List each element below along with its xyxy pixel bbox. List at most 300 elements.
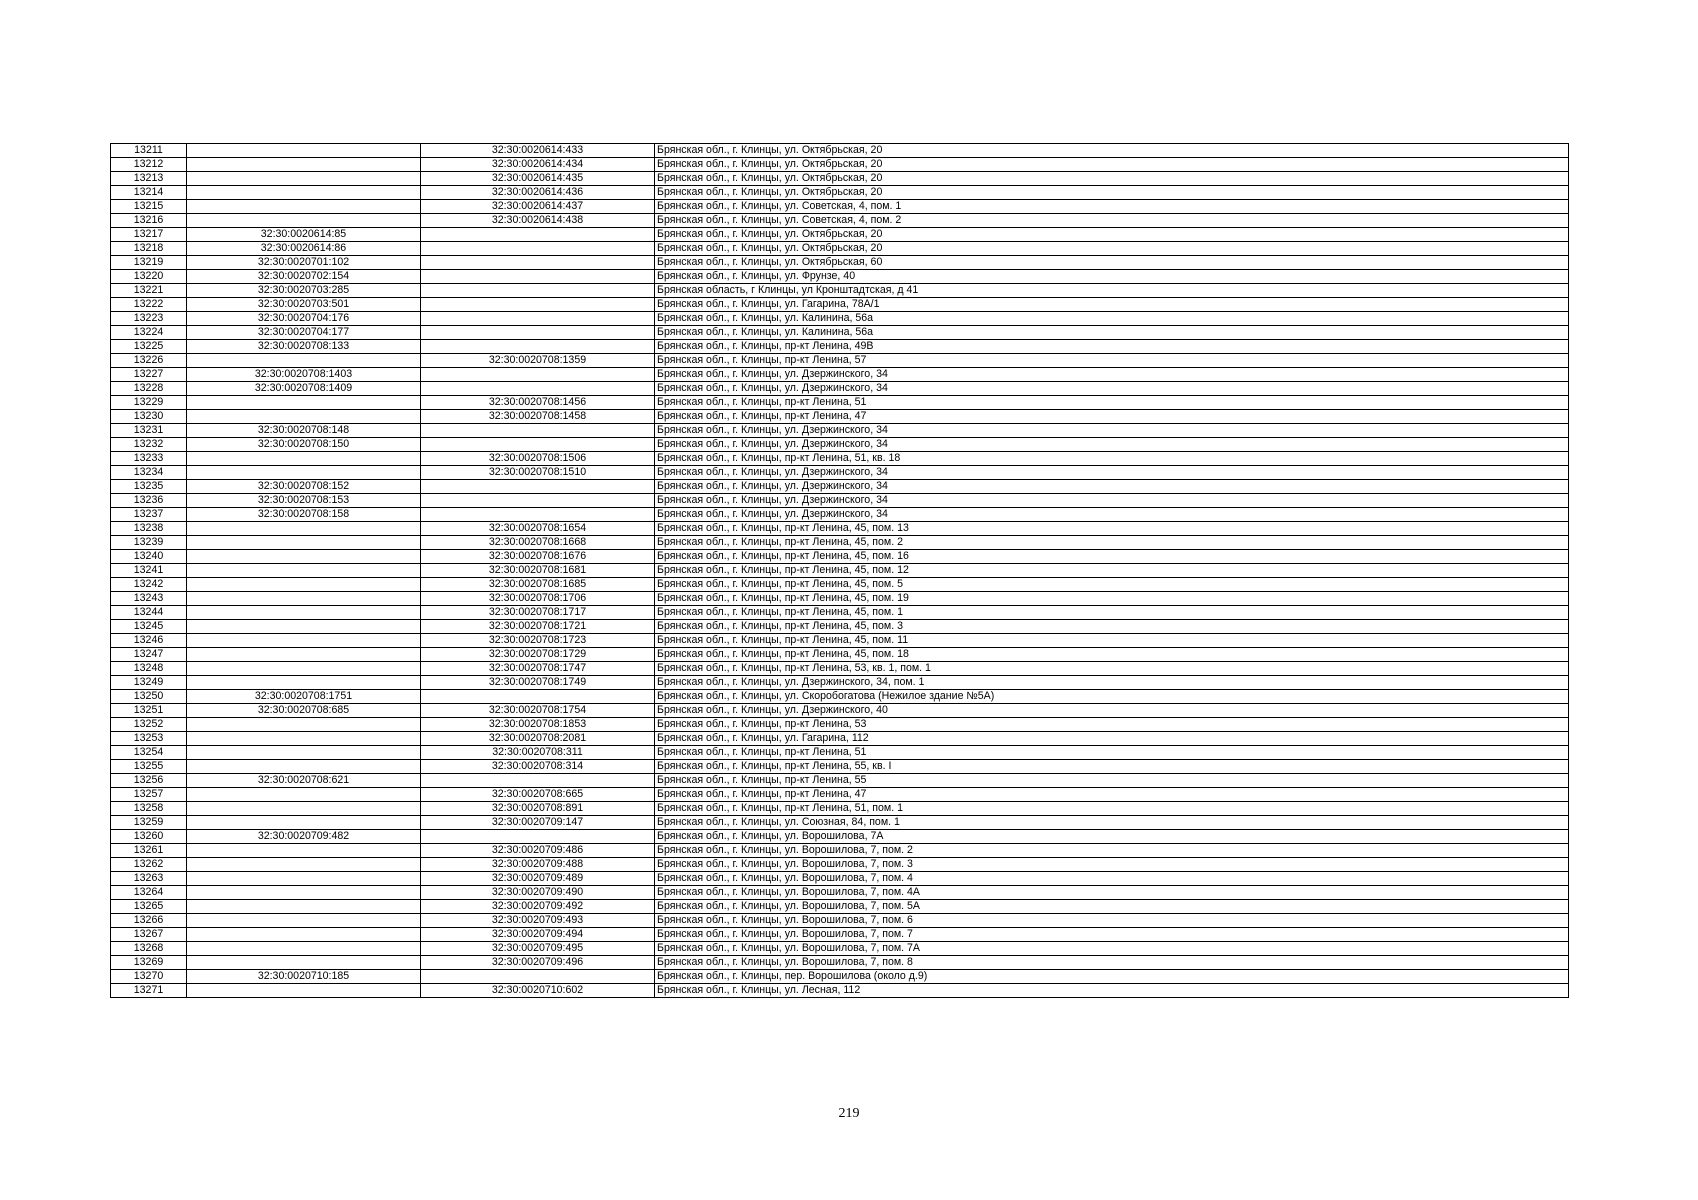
row-number-cell: 13230 — [111, 410, 187, 424]
row-number-cell: 13240 — [111, 550, 187, 564]
row-number-cell: 13233 — [111, 452, 187, 466]
address-cell: Брянская обл., г. Клинцы, ул. Дзержинского, 34 — [655, 438, 1569, 452]
table-row — [111, 144, 1569, 158]
registry-table — [110, 143, 1569, 998]
row-number-cell: 13219 — [111, 256, 187, 270]
cadastral-number-cell: 32:30:0020708:1409 — [187, 382, 421, 396]
table-row — [111, 522, 1569, 536]
cadastral-number-cell: 32:30:0020708:153 — [187, 494, 421, 508]
cadastral-number-cell — [187, 676, 421, 690]
address-cell: Брянская обл., г. Клинцы, пр-кт Ленина, 49В — [655, 340, 1569, 354]
address-cell: Брянская обл., г. Клинцы, ул. Калинина, 56а — [655, 326, 1569, 340]
cadastral-number-cell — [187, 158, 421, 172]
cadastral-number-cell — [187, 172, 421, 186]
row-number-cell: 13266 — [111, 914, 187, 928]
table-row — [111, 410, 1569, 424]
cadastral-number-alt-cell: 32:30:0020708:1717 — [421, 606, 655, 620]
address-cell: Брянская обл., г. Клинцы, пр-кт Ленина, 45, пом. 19 — [655, 592, 1569, 606]
table-row — [111, 172, 1569, 186]
cadastral-number-alt-cell: 32:30:0020709:495 — [421, 942, 655, 956]
address-cell: Брянская обл., г. Клинцы, пер. Ворошилова (около д.9) — [655, 970, 1569, 984]
address-cell: Брянская обл., г. Клинцы, ул. Дзержинского, 40 — [655, 704, 1569, 718]
table-row — [111, 438, 1569, 452]
table-row — [111, 312, 1569, 326]
cadastral-number-alt-cell: 32:30:0020708:1706 — [421, 592, 655, 606]
row-number-cell: 13235 — [111, 480, 187, 494]
cadastral-number-alt-cell — [421, 256, 655, 270]
cadastral-number-cell — [187, 914, 421, 928]
cadastral-number-cell — [187, 788, 421, 802]
row-number-cell: 13229 — [111, 396, 187, 410]
cadastral-number-cell: 32:30:0020704:176 — [187, 312, 421, 326]
row-number-cell: 13244 — [111, 606, 187, 620]
cadastral-number-cell: 32:30:0020708:685 — [187, 704, 421, 718]
cadastral-number-cell: 32:30:0020704:177 — [187, 326, 421, 340]
address-cell: Брянская обл., г. Клинцы, пр-кт Ленина, 45, пом. 18 — [655, 648, 1569, 662]
cadastral-number-alt-cell — [421, 312, 655, 326]
row-number-cell: 13220 — [111, 270, 187, 284]
cadastral-number-cell — [187, 760, 421, 774]
address-cell: Брянская обл., г. Клинцы, ул. Ворошилова, 7, пом. 3 — [655, 858, 1569, 872]
cadastral-number-cell — [187, 452, 421, 466]
row-number-cell: 13245 — [111, 620, 187, 634]
table-row — [111, 298, 1569, 312]
cadastral-number-alt-cell — [421, 242, 655, 256]
table-row — [111, 592, 1569, 606]
row-number-cell: 13239 — [111, 536, 187, 550]
cadastral-number-cell — [187, 662, 421, 676]
cadastral-number-alt-cell: 32:30:0020710:602 — [421, 984, 655, 998]
cadastral-number-cell: 32:30:0020708:621 — [187, 774, 421, 788]
cadastral-number-cell — [187, 718, 421, 732]
cadastral-number-alt-cell: 32:30:0020614:433 — [421, 144, 655, 158]
address-cell: Брянская обл., г. Клинцы, пр-кт Ленина, 45, пом. 16 — [655, 550, 1569, 564]
address-cell: Брянская обл., г. Клинцы, ул. Октябрьская, 20 — [655, 228, 1569, 242]
cadastral-number-cell: 32:30:0020708:158 — [187, 508, 421, 522]
address-cell: Брянская обл., г. Клинцы, ул. Фрунзе, 40 — [655, 270, 1569, 284]
cadastral-number-alt-cell: 32:30:0020708:1359 — [421, 354, 655, 368]
cadastral-number-cell — [187, 144, 421, 158]
table-row — [111, 886, 1569, 900]
cadastral-number-alt-cell — [421, 340, 655, 354]
table-row — [111, 760, 1569, 774]
row-number-cell: 13213 — [111, 172, 187, 186]
row-number-cell: 13221 — [111, 284, 187, 298]
cadastral-number-alt-cell — [421, 326, 655, 340]
address-cell: Брянская обл., г. Клинцы, ул. Ворошилова, 7, пом. 7А — [655, 942, 1569, 956]
table-row — [111, 816, 1569, 830]
page-number: 219 — [838, 1106, 860, 1121]
cadastral-number-alt-cell: 32:30:0020708:1747 — [421, 662, 655, 676]
row-number-cell: 13241 — [111, 564, 187, 578]
cadastral-number-cell — [187, 564, 421, 578]
cadastral-number-cell: 32:30:0020614:85 — [187, 228, 421, 242]
cadastral-number-cell: 32:30:0020708:1751 — [187, 690, 421, 704]
cadastral-number-cell — [187, 942, 421, 956]
cadastral-number-alt-cell — [421, 284, 655, 298]
address-cell: Брянская обл., г. Клинцы, пр-кт Ленина, 47 — [655, 410, 1569, 424]
cadastral-number-alt-cell: 32:30:0020614:437 — [421, 200, 655, 214]
cadastral-number-alt-cell — [421, 228, 655, 242]
row-number-cell: 13238 — [111, 522, 187, 536]
table-row — [111, 256, 1569, 270]
row-number-cell: 13265 — [111, 900, 187, 914]
address-cell: Брянская обл., г. Клинцы, пр-кт Ленина, 51, кв. 18 — [655, 452, 1569, 466]
cadastral-number-alt-cell: 32:30:0020708:1506 — [421, 452, 655, 466]
address-cell: Брянская обл., г. Клинцы, ул. Дзержинского, 34 — [655, 480, 1569, 494]
cadastral-number-alt-cell: 32:30:0020708:1510 — [421, 466, 655, 480]
address-cell: Брянская обл., г. Клинцы, ул. Ворошилова, 7А — [655, 830, 1569, 844]
cadastral-number-cell — [187, 928, 421, 942]
address-cell: Брянская обл., г. Клинцы, ул. Октябрьская, 20 — [655, 242, 1569, 256]
row-number-cell: 13237 — [111, 508, 187, 522]
cadastral-number-alt-cell: 32:30:0020614:438 — [421, 214, 655, 228]
address-cell: Брянская обл., г. Клинцы, ул. Дзержинского, 34 — [655, 466, 1569, 480]
cadastral-number-alt-cell: 32:30:0020614:436 — [421, 186, 655, 200]
cadastral-number-alt-cell — [421, 270, 655, 284]
row-number-cell: 13271 — [111, 984, 187, 998]
address-cell: Брянская обл., г. Клинцы, ул. Гагарина, 78А/1 — [655, 298, 1569, 312]
address-cell: Брянская обл., г. Клинцы, ул. Дзержинского, 34 — [655, 508, 1569, 522]
address-cell: Брянская обл., г. Клинцы, ул. Ворошилова, 7, пом. 6 — [655, 914, 1569, 928]
table-row — [111, 186, 1569, 200]
cadastral-number-alt-cell — [421, 438, 655, 452]
cadastral-number-cell — [187, 186, 421, 200]
address-cell: Брянская обл., г. Клинцы, ул. Ворошилова, 7, пом. 4 — [655, 872, 1569, 886]
address-cell: Брянская обл., г. Клинцы, ул. Лесная, 112 — [655, 984, 1569, 998]
table-row — [111, 536, 1569, 550]
row-number-cell: 13232 — [111, 438, 187, 452]
cadastral-number-cell — [187, 816, 421, 830]
address-cell: Брянская обл., г. Клинцы, ул. Советская, 4, пом. 1 — [655, 200, 1569, 214]
cadastral-number-alt-cell: 32:30:0020708:665 — [421, 788, 655, 802]
table-row — [111, 452, 1569, 466]
table-row — [111, 662, 1569, 676]
table-row — [111, 466, 1569, 480]
cadastral-number-cell: 32:30:0020708:148 — [187, 424, 421, 438]
table-row — [111, 844, 1569, 858]
row-number-cell: 13256 — [111, 774, 187, 788]
row-number-cell: 13228 — [111, 382, 187, 396]
row-number-cell: 13247 — [111, 648, 187, 662]
table-row — [111, 732, 1569, 746]
row-number-cell: 13251 — [111, 704, 187, 718]
address-cell: Брянская обл., г. Клинцы, ул. Дзержинского, 34 — [655, 382, 1569, 396]
cadastral-number-alt-cell: 32:30:0020709:147 — [421, 816, 655, 830]
cadastral-number-alt-cell — [421, 774, 655, 788]
row-number-cell: 13263 — [111, 872, 187, 886]
row-number-cell: 13261 — [111, 844, 187, 858]
row-number-cell: 13222 — [111, 298, 187, 312]
cadastral-number-alt-cell: 32:30:0020708:1456 — [421, 396, 655, 410]
cadastral-number-cell: 32:30:0020708:1403 — [187, 368, 421, 382]
table-row — [111, 578, 1569, 592]
cadastral-number-cell — [187, 214, 421, 228]
address-cell: Брянская обл., г. Клинцы, ул. Скоробогатова (Нежилое здание №5А) — [655, 690, 1569, 704]
cadastral-number-cell — [187, 732, 421, 746]
address-cell: Брянская обл., г. Клинцы, ул. Гагарина, 112 — [655, 732, 1569, 746]
row-number-cell: 13250 — [111, 690, 187, 704]
cadastral-number-cell: 32:30:0020710:185 — [187, 970, 421, 984]
address-cell: Брянская обл., г. Клинцы, пр-кт Ленина, 45, пом. 1 — [655, 606, 1569, 620]
table-row — [111, 788, 1569, 802]
table-row — [111, 396, 1569, 410]
table-row — [111, 900, 1569, 914]
table-row — [111, 956, 1569, 970]
row-number-cell: 13217 — [111, 228, 187, 242]
table-row — [111, 550, 1569, 564]
cadastral-number-cell — [187, 886, 421, 900]
table-row — [111, 480, 1569, 494]
row-number-cell: 13223 — [111, 312, 187, 326]
cadastral-number-alt-cell: 32:30:0020708:1676 — [421, 550, 655, 564]
address-cell: Брянская обл., г. Клинцы, ул. Союзная, 84, пом. 1 — [655, 816, 1569, 830]
cadastral-number-alt-cell: 32:30:0020708:1721 — [421, 620, 655, 634]
cadastral-number-alt-cell: 32:30:0020708:1458 — [421, 410, 655, 424]
row-number-cell: 13248 — [111, 662, 187, 676]
cadastral-number-alt-cell: 32:30:0020708:314 — [421, 760, 655, 774]
address-cell: Брянская обл., г. Клинцы, ул. Калинина, 56а — [655, 312, 1569, 326]
table-row — [111, 564, 1569, 578]
cadastral-number-alt-cell: 32:30:0020708:891 — [421, 802, 655, 816]
row-number-cell: 13212 — [111, 158, 187, 172]
cadastral-number-cell — [187, 536, 421, 550]
address-cell: Брянская обл., г. Клинцы, ул. Октябрьская, 20 — [655, 158, 1569, 172]
cadastral-number-alt-cell: 32:30:0020708:1681 — [421, 564, 655, 578]
table-row — [111, 746, 1569, 760]
table-row — [111, 158, 1569, 172]
row-number-cell: 13224 — [111, 326, 187, 340]
table-row — [111, 802, 1569, 816]
table-row — [111, 354, 1569, 368]
cadastral-number-cell — [187, 844, 421, 858]
cadastral-number-alt-cell: 32:30:0020709:486 — [421, 844, 655, 858]
cadastral-number-cell — [187, 522, 421, 536]
table-row — [111, 382, 1569, 396]
cadastral-number-alt-cell — [421, 368, 655, 382]
row-number-cell: 13227 — [111, 368, 187, 382]
table-row — [111, 368, 1569, 382]
address-cell: Брянская обл., г. Клинцы, ул. Ворошилова, 7, пом. 2 — [655, 844, 1569, 858]
table-row — [111, 634, 1569, 648]
cadastral-number-cell — [187, 606, 421, 620]
row-number-cell: 13268 — [111, 942, 187, 956]
cadastral-number-cell: 32:30:0020614:86 — [187, 242, 421, 256]
table-row — [111, 872, 1569, 886]
row-number-cell: 13252 — [111, 718, 187, 732]
address-cell: Брянская область, г Клинцы, ул Кронштадтская, д 41 — [655, 284, 1569, 298]
row-number-cell: 13216 — [111, 214, 187, 228]
cadastral-number-cell: 32:30:0020708:133 — [187, 340, 421, 354]
table-row — [111, 228, 1569, 242]
table-row — [111, 718, 1569, 732]
table-row — [111, 942, 1569, 956]
row-number-cell: 13267 — [111, 928, 187, 942]
table-row — [111, 830, 1569, 844]
table-row — [111, 242, 1569, 256]
cadastral-number-alt-cell: 32:30:0020709:494 — [421, 928, 655, 942]
row-number-cell: 13246 — [111, 634, 187, 648]
cadastral-number-alt-cell: 32:30:0020614:434 — [421, 158, 655, 172]
cadastral-number-alt-cell — [421, 382, 655, 396]
row-number-cell: 13255 — [111, 760, 187, 774]
address-cell: Брянская обл., г. Клинцы, ул. Ворошилова, 7, пом. 4А — [655, 886, 1569, 900]
cadastral-number-alt-cell: 32:30:0020709:490 — [421, 886, 655, 900]
cadastral-number-cell: 32:30:0020702:154 — [187, 270, 421, 284]
row-number-cell: 13231 — [111, 424, 187, 438]
table-row — [111, 200, 1569, 214]
address-cell: Брянская обл., г. Клинцы, пр-кт Ленина, 45, пом. 3 — [655, 620, 1569, 634]
address-cell: Брянская обл., г. Клинцы, пр-кт Ленина, 47 — [655, 788, 1569, 802]
table-row — [111, 914, 1569, 928]
row-number-cell: 13258 — [111, 802, 187, 816]
address-cell: Брянская обл., г. Клинцы, ул. Дзержинского, 34 — [655, 368, 1569, 382]
address-cell: Брянская обл., г. Клинцы, ул. Дзержинского, 34, пом. 1 — [655, 676, 1569, 690]
cadastral-number-alt-cell: 32:30:0020709:488 — [421, 858, 655, 872]
row-number-cell: 13226 — [111, 354, 187, 368]
table-row — [111, 606, 1569, 620]
cadastral-number-alt-cell: 32:30:0020708:1729 — [421, 648, 655, 662]
table-row — [111, 858, 1569, 872]
address-cell: Брянская обл., г. Клинцы, ул. Ворошилова, 7, пом. 5А — [655, 900, 1569, 914]
cadastral-number-alt-cell — [421, 690, 655, 704]
cadastral-number-alt-cell: 32:30:0020708:1749 — [421, 676, 655, 690]
cadastral-number-cell — [187, 648, 421, 662]
cadastral-number-cell — [187, 620, 421, 634]
address-cell: Брянская обл., г. Клинцы, пр-кт Ленина, 55, кв. I — [655, 760, 1569, 774]
table-row — [111, 326, 1569, 340]
row-number-cell: 13249 — [111, 676, 187, 690]
address-cell: Брянская обл., г. Клинцы, пр-кт Ленина, 55 — [655, 774, 1569, 788]
address-cell: Брянская обл., г. Клинцы, пр-кт Ленина, 45, пом. 5 — [655, 578, 1569, 592]
cadastral-number-cell — [187, 984, 421, 998]
table-row — [111, 928, 1569, 942]
address-cell: Брянская обл., г. Клинцы, пр-кт Ленина, 45, пом. 2 — [655, 536, 1569, 550]
cadastral-number-alt-cell: 32:30:0020708:1853 — [421, 718, 655, 732]
cadastral-number-alt-cell: 32:30:0020708:1668 — [421, 536, 655, 550]
cadastral-number-cell: 32:30:0020709:482 — [187, 830, 421, 844]
address-cell: Брянская обл., г. Клинцы, пр-кт Ленина, 53 — [655, 718, 1569, 732]
table-row — [111, 704, 1569, 718]
row-number-cell: 13242 — [111, 578, 187, 592]
cadastral-number-alt-cell: 32:30:0020709:496 — [421, 956, 655, 970]
address-cell: Брянская обл., г. Клинцы, ул. Октябрьская, 60 — [655, 256, 1569, 270]
cadastral-number-cell — [187, 858, 421, 872]
address-cell: Брянская обл., г. Клинцы, пр-кт Ленина, 45, пом. 13 — [655, 522, 1569, 536]
address-cell: Брянская обл., г. Клинцы, ул. Октябрьская, 20 — [655, 144, 1569, 158]
cadastral-number-alt-cell — [421, 298, 655, 312]
address-cell: Брянская обл., г. Клинцы, пр-кт Ленина, 45, пом. 12 — [655, 564, 1569, 578]
cadastral-number-cell: 32:30:0020703:501 — [187, 298, 421, 312]
cadastral-number-cell — [187, 802, 421, 816]
row-number-cell: 13225 — [111, 340, 187, 354]
row-number-cell: 13260 — [111, 830, 187, 844]
table-row — [111, 620, 1569, 634]
cadastral-number-cell — [187, 396, 421, 410]
cadastral-number-alt-cell — [421, 494, 655, 508]
row-number-cell: 13236 — [111, 494, 187, 508]
address-cell: Брянская обл., г. Клинцы, ул. Ворошилова, 7, пом. 8 — [655, 956, 1569, 970]
address-cell: Брянская обл., г. Клинцы, ул. Дзержинского, 34 — [655, 424, 1569, 438]
cadastral-number-cell — [187, 410, 421, 424]
table-row — [111, 494, 1569, 508]
cadastral-number-alt-cell: 32:30:0020709:489 — [421, 872, 655, 886]
row-number-cell: 13214 — [111, 186, 187, 200]
cadastral-number-cell — [187, 578, 421, 592]
cadastral-number-cell — [187, 592, 421, 606]
table-row — [111, 424, 1569, 438]
cadastral-number-cell — [187, 200, 421, 214]
address-cell: Брянская обл., г. Клинцы, ул. Дзержинского, 34 — [655, 494, 1569, 508]
registry-table-body — [111, 144, 1569, 998]
cadastral-number-cell: 32:30:0020701:102 — [187, 256, 421, 270]
cadastral-number-cell: 32:30:0020703:285 — [187, 284, 421, 298]
table-row — [111, 648, 1569, 662]
row-number-cell: 13264 — [111, 886, 187, 900]
table-row — [111, 508, 1569, 522]
row-number-cell: 13259 — [111, 816, 187, 830]
row-number-cell: 13253 — [111, 732, 187, 746]
table-row — [111, 676, 1569, 690]
cadastral-number-cell — [187, 354, 421, 368]
cadastral-number-cell — [187, 466, 421, 480]
cadastral-number-alt-cell: 32:30:0020708:1754 — [421, 704, 655, 718]
cadastral-number-alt-cell: 32:30:0020708:1723 — [421, 634, 655, 648]
cadastral-number-alt-cell: 32:30:0020708:1685 — [421, 578, 655, 592]
row-number-cell: 13243 — [111, 592, 187, 606]
address-cell: Брянская обл., г. Клинцы, пр-кт Ленина, 57 — [655, 354, 1569, 368]
table-row — [111, 970, 1569, 984]
row-number-cell: 13270 — [111, 970, 187, 984]
cadastral-number-cell — [187, 550, 421, 564]
address-cell: Брянская обл., г. Клинцы, пр-кт Ленина, 51, пом. 1 — [655, 802, 1569, 816]
table-row — [111, 284, 1569, 298]
cadastral-number-alt-cell: 32:30:0020708:311 — [421, 746, 655, 760]
cadastral-number-cell — [187, 746, 421, 760]
table-row — [111, 690, 1569, 704]
cadastral-number-cell: 32:30:0020708:152 — [187, 480, 421, 494]
address-cell: Брянская обл., г. Клинцы, пр-кт Ленина, 51 — [655, 396, 1569, 410]
row-number-cell: 13211 — [111, 144, 187, 158]
address-cell: Брянская обл., г. Клинцы, ул. Ворошилова, 7, пом. 7 — [655, 928, 1569, 942]
address-cell: Брянская обл., г. Клинцы, пр-кт Ленина, 51 — [655, 746, 1569, 760]
table-row — [111, 774, 1569, 788]
cadastral-number-cell — [187, 872, 421, 886]
cadastral-number-alt-cell: 32:30:0020709:493 — [421, 914, 655, 928]
cadastral-number-alt-cell — [421, 830, 655, 844]
table-row — [111, 340, 1569, 354]
cadastral-number-cell: 32:30:0020708:150 — [187, 438, 421, 452]
cadastral-number-alt-cell: 32:30:0020614:435 — [421, 172, 655, 186]
address-cell: Брянская обл., г. Клинцы, ул. Октябрьская, 20 — [655, 186, 1569, 200]
cadastral-number-alt-cell — [421, 508, 655, 522]
cadastral-number-cell — [187, 956, 421, 970]
address-cell: Брянская обл., г. Клинцы, пр-кт Ленина, 53, кв. 1, пом. 1 — [655, 662, 1569, 676]
address-cell: Брянская обл., г. Клинцы, ул. Советская, 4, пом. 2 — [655, 214, 1569, 228]
row-number-cell: 13254 — [111, 746, 187, 760]
table-row — [111, 214, 1569, 228]
table-row — [111, 984, 1569, 998]
cadastral-number-alt-cell: 32:30:0020708:1654 — [421, 522, 655, 536]
row-number-cell: 13215 — [111, 200, 187, 214]
row-number-cell: 13269 — [111, 956, 187, 970]
row-number-cell: 13234 — [111, 466, 187, 480]
row-number-cell: 13257 — [111, 788, 187, 802]
row-number-cell: 13218 — [111, 242, 187, 256]
cadastral-number-alt-cell — [421, 424, 655, 438]
cadastral-number-cell — [187, 900, 421, 914]
cadastral-number-alt-cell: 32:30:0020709:492 — [421, 900, 655, 914]
